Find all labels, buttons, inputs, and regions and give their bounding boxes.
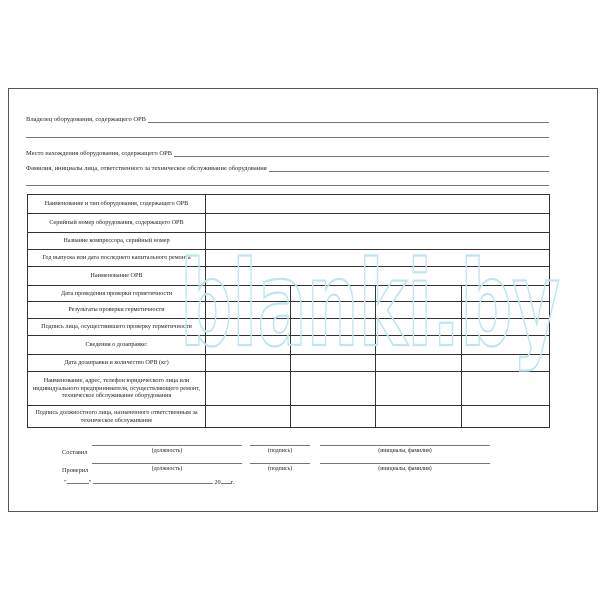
date-day-line[interactable] [67, 483, 89, 484]
value-cell[interactable] [291, 355, 376, 372]
value-cell[interactable] [206, 214, 550, 233]
row-label: Дата дозаправки и количество ОРВ (кг) [28, 355, 206, 372]
value-cell[interactable] [206, 195, 550, 214]
location-field[interactable] [26, 150, 549, 157]
checked-name-caption: (инициалы, фамилия) [378, 466, 432, 472]
value-cell[interactable] [462, 286, 550, 302]
row-label: Сведения о дозаправке: [28, 336, 206, 355]
compiled-signature-caption: (подпись) [267, 448, 293, 454]
table-row [28, 302, 550, 319]
table-row [28, 250, 550, 267]
date-line [64, 479, 234, 486]
owner-continuation-line [26, 137, 549, 138]
row-label: Наименование ОРВ [28, 267, 206, 286]
row-label: Дата проведения проверки герметичности [28, 286, 206, 302]
table-row [28, 372, 550, 406]
row-label: Подпись лица, осуществившего проверку герметичности [28, 319, 206, 336]
row-label: Год выпуска или дата последнего капитального ремонта [28, 250, 206, 267]
value-cell[interactable] [206, 302, 291, 319]
row-label: Подпись должностного лица, назначенного ответственным за техническое обслуживание [28, 406, 206, 428]
checked-position-caption: (должность) [151, 466, 183, 472]
responsible-line [269, 165, 549, 172]
value-cell[interactable] [291, 286, 376, 302]
form-sheet [8, 88, 598, 512]
date-month-line[interactable] [93, 483, 213, 484]
value-cell[interactable] [206, 355, 291, 372]
compiled-position-line[interactable] [92, 445, 242, 446]
location-line [174, 150, 549, 157]
row-label: Результаты проверки герметичности [28, 302, 206, 319]
value-cell[interactable] [206, 406, 291, 428]
value-cell[interactable] [291, 406, 376, 428]
value-cell[interactable] [462, 336, 550, 355]
owner-line [148, 116, 549, 123]
location-label: Место нахождения оборудования, содержащего ОРВ [26, 150, 173, 157]
compiled-name-line[interactable] [320, 445, 490, 446]
checked-signature-row [62, 456, 502, 476]
value-cell[interactable] [376, 355, 462, 372]
table-row [28, 336, 550, 355]
owner-field[interactable] [26, 116, 549, 123]
value-cell[interactable] [376, 286, 462, 302]
date-open-quote: " [64, 479, 67, 486]
value-cell[interactable] [206, 233, 550, 250]
value-cell[interactable] [462, 355, 550, 372]
checked-signature-line[interactable] [250, 463, 310, 464]
row-label: Наименование и тип оборудования, содержащего ОРВ [28, 195, 206, 214]
row-label: Название компрессора, серийный номер [28, 233, 206, 250]
table-row [28, 233, 550, 250]
row-label: Серийный номер оборудования, содержащего ОРВ [28, 214, 206, 233]
compiled-signature-line[interactable] [250, 445, 310, 446]
checked-label: Проверил [62, 467, 89, 474]
compiled-name-caption: (инициалы, фамилия) [378, 448, 432, 454]
owner-label: Владелец оборудования, содержащего ОРВ [26, 116, 147, 123]
watermark-text: blanki.by [180, 235, 560, 373]
value-cell[interactable] [206, 286, 291, 302]
value-cell[interactable] [206, 267, 550, 286]
value-cell[interactable] [462, 319, 550, 336]
value-cell[interactable] [376, 406, 462, 428]
date-year-line[interactable] [221, 483, 231, 484]
value-cell[interactable] [291, 336, 376, 355]
value-cell[interactable] [206, 336, 291, 355]
responsible-label: Фамилия, инициалы лица, ответственного за техническое обслуживание оборудования [26, 165, 267, 172]
table-row [28, 319, 550, 336]
value-cell[interactable] [206, 372, 291, 406]
date-year-prefix: 20 [214, 479, 221, 486]
value-cell[interactable] [291, 372, 376, 406]
date-year-suffix: г. [230, 479, 235, 486]
checked-position-line[interactable] [92, 463, 242, 464]
date-close-quote: " [88, 479, 92, 486]
value-cell[interactable] [376, 372, 462, 406]
compiled-signature-row [62, 438, 502, 458]
table-row [28, 406, 550, 428]
value-cell[interactable] [376, 302, 462, 319]
table-row [28, 267, 550, 286]
value-cell[interactable] [462, 302, 550, 319]
checked-name-line[interactable] [320, 463, 490, 464]
compiled-position-caption: (должность) [151, 448, 183, 454]
responsible-field[interactable] [26, 165, 549, 172]
value-cell[interactable] [291, 302, 376, 319]
equipment-table [27, 194, 550, 428]
value-cell[interactable] [291, 319, 376, 336]
compiled-label: Составил [62, 449, 88, 456]
value-cell[interactable] [206, 250, 550, 267]
responsible-continuation-line [26, 185, 549, 186]
row-label: Наименование, адрес, телефон юридического лица или индивидуального предпринимателя, осуществляющего ремонт, техническое обслуживание оборудования [28, 372, 206, 406]
value-cell[interactable] [376, 319, 462, 336]
value-cell[interactable] [376, 336, 462, 355]
value-cell[interactable] [206, 319, 291, 336]
value-cell[interactable] [462, 372, 550, 406]
value-cell[interactable] [462, 406, 550, 428]
table-row [28, 195, 550, 214]
table-row [28, 214, 550, 233]
table-row [28, 355, 550, 372]
checked-signature-caption: (подпись) [267, 466, 293, 472]
table-row [28, 286, 550, 302]
